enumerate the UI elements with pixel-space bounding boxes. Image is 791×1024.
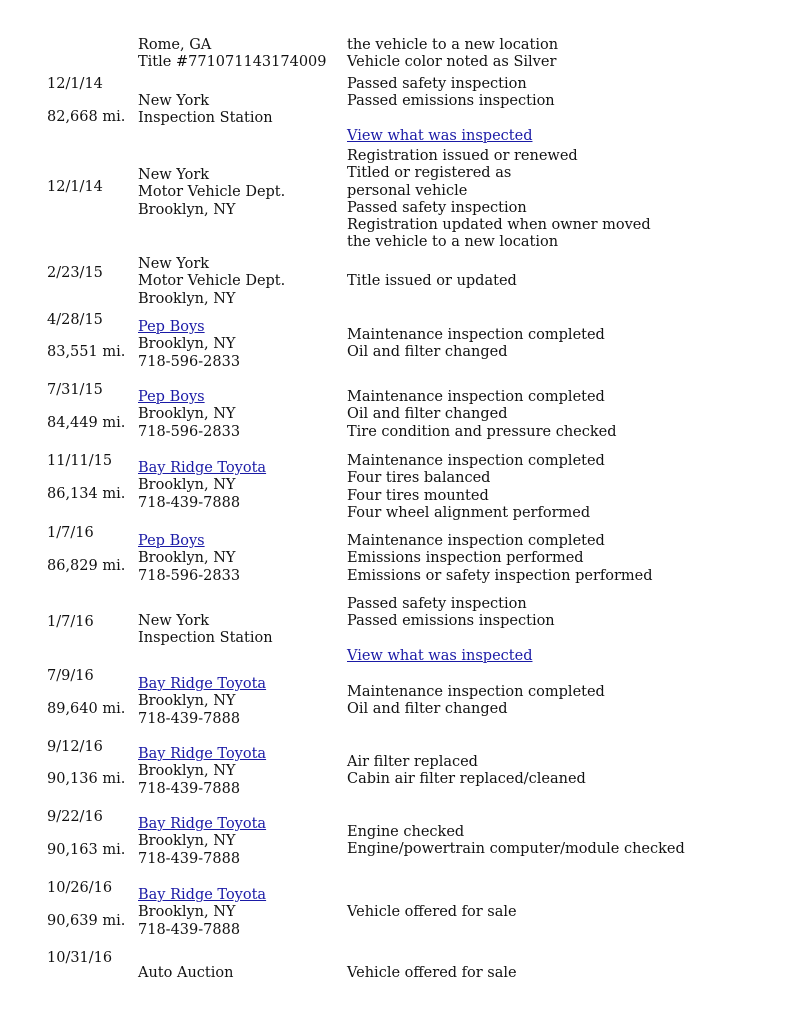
record-comments — [347, 327, 605, 362]
record-source — [138, 389, 240, 441]
source-link[interactable]: Pep Boys — [138, 389, 205, 405]
record-comments — [347, 453, 605, 522]
record-source — [138, 887, 266, 939]
record-mileage: 86,134 mi. — [47, 486, 126, 502]
comment-line: Maintenance inspection completed — [347, 684, 605, 700]
source-link[interactable]: Bay Ridge Toyota — [138, 460, 267, 476]
source-link[interactable]: Bay Ridge Toyota — [138, 816, 267, 832]
source-link[interactable]: Pep Boys — [138, 319, 205, 335]
record-comments — [347, 754, 586, 789]
comment-line: Oil and filter changed — [347, 406, 508, 423]
source-line: 718-439-7888 — [138, 850, 241, 867]
record-mileage: 82,668 mi. — [47, 109, 126, 125]
record-comments — [347, 684, 605, 719]
record-date: 1/7/16 — [47, 614, 94, 630]
source-link[interactable]: Bay Ridge Toyota — [138, 746, 267, 762]
comment-line: Oil and filter changed — [347, 701, 508, 718]
source-line: 718-439-7888 — [138, 494, 241, 511]
record-source — [138, 746, 266, 798]
source-line: Motor Vehicle Dept. — [138, 184, 286, 201]
view-inspection-link[interactable]: View what was inspected — [347, 647, 533, 664]
comment-line: Registration updated when owner moved — [347, 217, 651, 234]
record-mileage: 86,829 mi. — [47, 558, 126, 574]
comment-line: Oil and filter changed — [347, 344, 508, 361]
comment-line: Maintenance inspection completed — [347, 327, 605, 343]
source-line: Brooklyn, NY — [138, 336, 236, 353]
comment-line: Tire condition and pressure checked — [347, 423, 617, 440]
record-date: 11/11/15 — [47, 453, 113, 469]
source-line: Brooklyn, NY — [138, 693, 236, 710]
comment-line: Vehicle offered for sale — [347, 965, 517, 981]
record-date: 4/28/15 — [47, 312, 103, 328]
comment-line: Passed safety inspection — [347, 199, 527, 216]
comment-line: Maintenance inspection completed — [347, 453, 605, 469]
source-line: New York — [138, 167, 210, 183]
record-comments — [347, 904, 517, 921]
record-comments — [347, 273, 517, 290]
comment-line: Passed emissions inspection — [347, 93, 555, 110]
record-source — [138, 676, 266, 728]
comment-spacer — [347, 111, 555, 128]
record-comments — [347, 76, 555, 145]
comment-line: Cabin air filter replaced/cleaned — [347, 771, 586, 788]
record-source — [138, 613, 273, 648]
source-line: 718-596-2833 — [138, 353, 241, 370]
comment-line: Engine checked — [347, 824, 465, 840]
record-comments — [347, 596, 555, 665]
comment-line: Emissions or safety inspection performed — [347, 567, 653, 584]
source-line: 718-439-7888 — [138, 710, 241, 727]
source-line: New York — [138, 256, 210, 272]
record-date: 2/23/15 — [47, 265, 103, 281]
source-link[interactable]: Bay Ridge Toyota — [138, 676, 267, 692]
record-date: 12/1/14 — [47, 179, 103, 195]
comment-line: Engine/powertrain computer/module checked — [347, 841, 685, 858]
record-comments — [347, 533, 653, 585]
record-mileage: 90,639 mi. — [47, 913, 126, 929]
comment-line: Title issued or updated — [347, 273, 517, 289]
source-line: Brooklyn, NY — [138, 763, 236, 780]
record-comments — [347, 37, 558, 72]
comment-line: Registration issued or renewed — [347, 148, 578, 164]
record-mileage: 90,163 mi. — [47, 842, 126, 858]
source-line: Brooklyn, NY — [138, 406, 236, 423]
source-line: Title #771071143174009 — [138, 54, 327, 71]
record-date: 9/22/16 — [47, 809, 103, 825]
source-line: Brooklyn, NY — [138, 201, 236, 218]
record-comments — [347, 389, 617, 441]
record-mileage: 90,136 mi. — [47, 771, 126, 787]
record-date: 10/26/16 — [47, 880, 113, 896]
record-source — [138, 965, 233, 982]
record-date: 10/31/16 — [47, 950, 113, 966]
view-inspection-link[interactable]: View what was inspected — [347, 127, 533, 144]
comment-line: personal vehicle — [347, 182, 468, 199]
comment-line: Air filter replaced — [347, 754, 478, 770]
record-source — [138, 533, 240, 585]
source-line: Brooklyn, NY — [138, 833, 236, 850]
source-line: Motor Vehicle Dept. — [138, 273, 286, 290]
source-line: Inspection Station — [138, 110, 273, 127]
comment-spacer — [347, 631, 555, 648]
comment-line: Maintenance inspection completed — [347, 533, 605, 549]
record-source — [138, 167, 285, 219]
record-date: 12/1/14 — [47, 76, 103, 92]
record-source — [138, 816, 266, 868]
record-source — [138, 37, 327, 72]
source-line: Brooklyn, NY — [138, 550, 236, 567]
source-line: Brooklyn, NY — [138, 904, 236, 921]
source-line: 718-596-2833 — [138, 567, 241, 584]
source-line: Rome, GA — [138, 37, 212, 53]
record-comments — [347, 148, 651, 252]
source-line: New York — [138, 93, 210, 109]
comment-line: the vehicle to a new location — [347, 234, 559, 251]
comment-line: Vehicle offered for sale — [347, 904, 517, 920]
record-date: 7/31/15 — [47, 382, 103, 398]
record-mileage: 84,449 mi. — [47, 415, 126, 431]
record-source — [138, 460, 266, 512]
record-date: 1/7/16 — [47, 525, 94, 541]
source-line: 718-439-7888 — [138, 780, 241, 797]
comment-line: the vehicle to a new location — [347, 37, 559, 53]
source-line: Auto Auction — [138, 965, 234, 981]
source-line: Brooklyn, NY — [138, 290, 236, 307]
record-source — [138, 256, 285, 308]
comment-line: Titled or registered as — [347, 165, 512, 182]
record-source — [138, 93, 273, 128]
comment-line: Passed emissions inspection — [347, 613, 555, 630]
record-mileage: 89,640 mi. — [47, 701, 126, 717]
comment-line: Four tires mounted — [347, 487, 489, 504]
comment-line: Passed safety inspection — [347, 76, 527, 92]
source-line: 718-439-7888 — [138, 921, 241, 938]
source-line: Inspection Station — [138, 630, 273, 647]
source-line: 718-596-2833 — [138, 423, 241, 440]
source-line: New York — [138, 613, 210, 629]
record-mileage: 83,551 mi. — [47, 344, 126, 360]
record-date: 7/9/16 — [47, 668, 94, 684]
source-link[interactable]: Pep Boys — [138, 533, 205, 549]
record-comments — [347, 965, 517, 982]
record-source — [138, 319, 240, 371]
comment-line: Passed safety inspection — [347, 596, 527, 612]
record-comments — [347, 824, 685, 859]
comment-line: Four wheel alignment performed — [347, 504, 591, 521]
comment-line: Maintenance inspection completed — [347, 389, 605, 405]
source-link[interactable]: Bay Ridge Toyota — [138, 887, 267, 903]
record-date: 9/12/16 — [47, 739, 103, 755]
comment-line: Four tires balanced — [347, 470, 491, 487]
source-line: Brooklyn, NY — [138, 477, 236, 494]
comment-line: Vehicle color noted as Silver — [347, 54, 557, 71]
comment-line: Emissions inspection performed — [347, 550, 584, 567]
